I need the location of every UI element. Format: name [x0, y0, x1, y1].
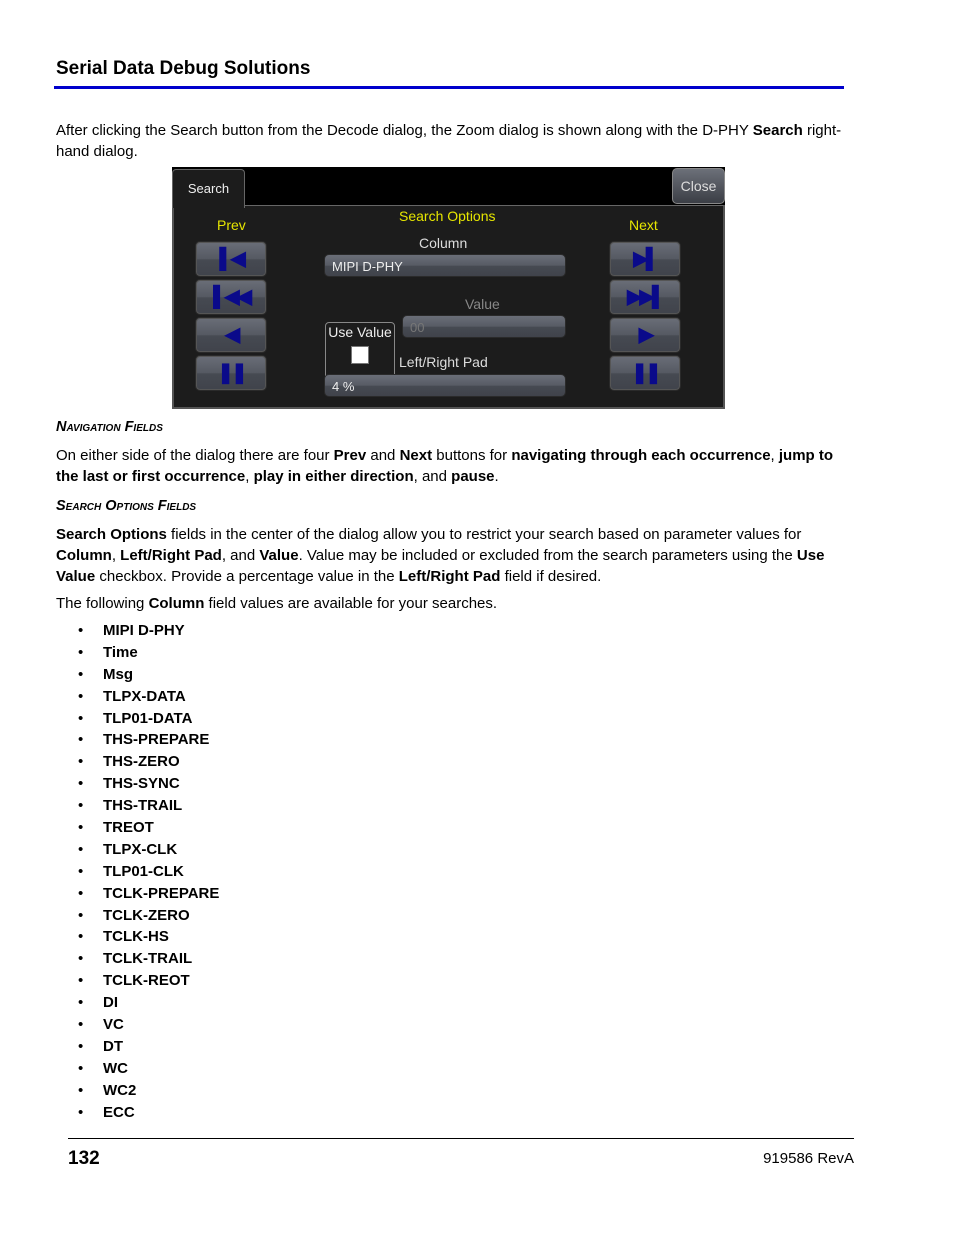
list-item: • TLP01-CLK	[56, 861, 219, 883]
text-run: On either side of the dialog there are four	[56, 447, 334, 464]
text-run: ,	[770, 447, 779, 464]
following-paragraph	[56, 593, 846, 614]
close-button[interactable]: Close	[672, 168, 725, 204]
bold-text: Column	[56, 547, 112, 564]
search-options-paragraph	[56, 524, 846, 587]
page-title: Serial Data Debug Solutions	[56, 58, 311, 79]
bold-text: Left/Right Pad	[398, 568, 501, 585]
text-run: right-hand dialog.	[56, 122, 842, 160]
list-item: • THS-TRAIL	[56, 795, 219, 817]
header-rule	[54, 86, 844, 89]
document-revision: 919586 RevA	[763, 1150, 854, 1167]
list-item: • TCLK-ZERO	[56, 905, 219, 927]
navigation-heading: Navigation Fields	[56, 419, 163, 435]
list-item: • TCLK-PREPARE	[56, 883, 219, 905]
intro-paragraph	[56, 120, 846, 162]
column-select[interactable]: MIPI D-PHY	[324, 254, 566, 277]
list-item: • Time	[56, 642, 219, 664]
prev-play-reverse-button[interactable]	[195, 317, 267, 353]
list-item: • TREOT	[56, 817, 219, 839]
text-run: field values are available for your searches.	[204, 595, 498, 612]
list-item: • THS-ZERO	[56, 751, 219, 773]
text-run: fields in the center of the dialog allow you to restrict your search based on parameter values for	[166, 526, 802, 543]
text-run: , and	[221, 547, 260, 564]
value-label: Value	[465, 296, 500, 312]
first-icon: ▌◀	[219, 248, 243, 270]
prev-fast-rewind-button[interactable]	[195, 279, 267, 315]
list-item: • DT	[56, 1036, 219, 1058]
next-label: Next	[629, 217, 658, 233]
list-item: • ECC	[56, 1102, 219, 1124]
use-value-label: Use Value	[328, 324, 392, 340]
list-item: • TLPX-CLK	[56, 839, 219, 861]
pad-label: Left/Right Pad	[399, 354, 488, 370]
bold-text: Column	[148, 595, 205, 612]
list-item: • VC	[56, 1014, 219, 1036]
text-run: , and	[413, 468, 452, 485]
list-item: • THS-SYNC	[56, 773, 219, 795]
text-run: . Value may be included or excluded from the search parameters using the	[298, 547, 797, 564]
next-pause-button[interactable]	[609, 355, 681, 391]
play-icon: ▶	[638, 324, 652, 346]
list-item: • TLP01-DATA	[56, 708, 219, 730]
text-run: ,	[245, 468, 254, 485]
list-item: • TLPX-DATA	[56, 686, 219, 708]
bold-text: pause	[451, 468, 495, 485]
text-run: .	[494, 468, 499, 485]
text-run: After clicking the Search button from the Decode dialog, the Zoom dialog is shown along with the D-PHY	[56, 122, 753, 139]
bold-text: Value	[259, 547, 299, 564]
bold-text: Next	[399, 447, 433, 464]
column-values-list	[56, 620, 219, 1123]
text-run: and	[366, 447, 400, 464]
pause-icon: ❚❚	[631, 362, 659, 384]
bold-text: Left/Right Pad	[120, 547, 222, 564]
text-run: checkbox. Provide a percentage value in the	[95, 568, 399, 585]
footer-rule	[68, 1138, 854, 1139]
prev-pause-button[interactable]	[195, 355, 267, 391]
text-run: ,	[111, 547, 121, 564]
next-play-button[interactable]	[609, 317, 681, 353]
list-item: • DI	[56, 992, 219, 1014]
list-item: • TCLK-HS	[56, 926, 219, 948]
pad-input[interactable]: 4 %	[324, 374, 566, 397]
pause-icon: ❚❚	[217, 362, 245, 384]
value-input[interactable]: 00	[402, 315, 566, 338]
next-fast-forward-button[interactable]	[609, 279, 681, 315]
list-item: • Msg	[56, 664, 219, 686]
next-last-button[interactable]	[609, 241, 681, 277]
list-item: • MIPI D-PHY	[56, 620, 219, 642]
search-options-heading: Search Options Fields	[56, 498, 197, 514]
fast-forward-icon: ▶▶▌	[627, 286, 663, 308]
list-item: • TCLK-REOT	[56, 970, 219, 992]
prev-label: Prev	[217, 217, 246, 233]
bold-text: navigating through each occurrence	[511, 447, 771, 464]
column-label: Column	[419, 235, 468, 251]
search-dialog	[172, 167, 725, 408]
bold-text: jump to the last or first occurrence	[56, 447, 834, 485]
bold-text: Search	[752, 122, 803, 139]
list-item: • TCLK-TRAIL	[56, 948, 219, 970]
list-item: • WC	[56, 1058, 219, 1080]
play-reverse-icon: ◀	[224, 324, 238, 346]
page-number: 132	[68, 1148, 100, 1169]
tab-search[interactable]: Search	[172, 169, 245, 208]
search-panel	[172, 205, 725, 409]
list-item: • WC2	[56, 1080, 219, 1102]
search-options-label: Search Options	[399, 208, 496, 224]
text-run: The following	[56, 595, 149, 612]
bold-text: Prev	[333, 447, 367, 464]
last-icon: ▶▌	[633, 248, 657, 270]
prev-first-button[interactable]	[195, 241, 267, 277]
fast-rewind-icon: ▌◀◀	[213, 286, 249, 308]
bold-text: play in either direction	[253, 468, 414, 485]
navigation-paragraph	[56, 445, 846, 487]
bold-text: Use Value	[56, 547, 825, 585]
text-run: field if desired.	[500, 568, 602, 585]
use-value-checkbox[interactable]	[351, 346, 369, 364]
list-item: • THS-PREPARE	[56, 729, 219, 751]
bold-text: Search Options	[56, 526, 167, 543]
text-run: buttons for	[432, 447, 512, 464]
